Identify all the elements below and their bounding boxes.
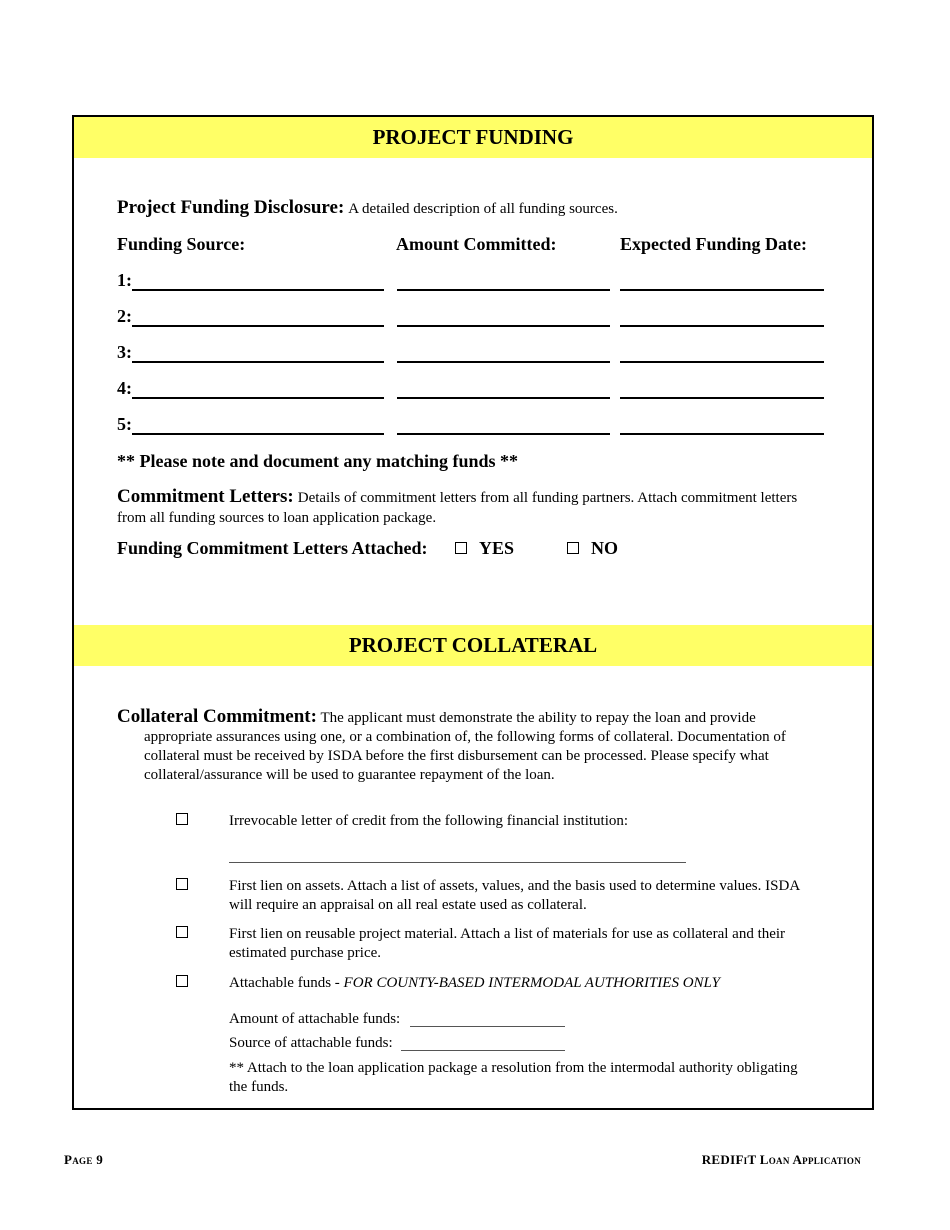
amount-attachable-label: Amount of attachable funds: (229, 1011, 401, 1027)
row-number: 5: (117, 414, 132, 434)
financial-institution-field[interactable] (229, 862, 686, 863)
expected-date-field[interactable] (620, 289, 824, 291)
row-number: 2: (117, 306, 132, 326)
funding-source-field[interactable] (132, 325, 384, 327)
row-number: 4: (117, 378, 132, 398)
funding-source-field[interactable] (132, 433, 384, 435)
source-attachable-label: Source of attachable funds: (229, 1035, 393, 1051)
project-funding-title: PROJECT FUNDING (372, 125, 574, 149)
funding-source-field[interactable] (132, 289, 384, 291)
attach-resolution-note (229, 1059, 839, 1097)
lien-on-assets-text (229, 877, 839, 915)
funding-source-field[interactable] (132, 397, 384, 399)
amount-committed-field[interactable] (397, 397, 610, 399)
lien-on-material-line-2: estimated purchase price. (229, 945, 382, 961)
lien-on-material-checkbox[interactable] (176, 926, 188, 938)
no-checkbox[interactable] (567, 542, 579, 554)
project-funding-header (74, 117, 872, 158)
application-name: REDIFiT Loan Application (701, 1152, 861, 1167)
funding-row (117, 342, 827, 364)
yes-checkbox[interactable] (455, 542, 467, 554)
lien-on-assets-line-1: First lien on assets. Attach a list of assets, values, and the basis used to determine values. ISDA (229, 878, 801, 894)
project-collateral-header (74, 625, 872, 666)
collateral-commitment-label: Collateral Commitment: (117, 706, 317, 727)
project-collateral-title: PROJECT COLLATERAL (348, 633, 598, 657)
row-number: 3: (117, 342, 132, 362)
collateral-line-2: appropriate assurances using one, or a combination of, the following forms of collateral. Documentation of (144, 729, 786, 745)
funding-disclosure (117, 197, 618, 219)
amount-attachable-field[interactable] (410, 1026, 565, 1027)
lien-on-assets-checkbox[interactable] (176, 878, 188, 890)
expected-date-field[interactable] (620, 433, 824, 435)
letter-of-credit-text: Irrevocable letter of credit from the following financial institution: (229, 813, 629, 829)
funding-row (117, 378, 827, 400)
no-label: NO (591, 538, 618, 558)
form-frame (72, 115, 874, 1110)
col-amount-committed: Amount Committed: (396, 234, 557, 254)
funding-row (117, 414, 827, 436)
matching-funds-note: ** Please note and document any matching funds ** (117, 451, 519, 471)
attachable-funds-qualifier: FOR COUNTY-BASED INTERMODAL AUTHORITIES ONLY (343, 975, 720, 991)
collateral-commitment (117, 707, 837, 728)
lien-on-material-text (229, 925, 839, 963)
amount-committed-field[interactable] (397, 289, 610, 291)
attach-note-line-1: ** Attach to the loan application package a resolution from the intermodal authority obligating (229, 1060, 798, 1076)
commitment-letters-label: Commitment Letters: (117, 486, 294, 507)
yes-label: YES (479, 538, 515, 558)
amount-committed-field[interactable] (397, 433, 610, 435)
lien-on-material-line-1: First lien on reusable project material. Attach a list of materials for use as collateral and their (229, 926, 786, 942)
letter-of-credit-checkbox[interactable] (176, 813, 188, 825)
attachable-funds-checkbox[interactable] (176, 975, 188, 987)
amount-committed-field[interactable] (397, 361, 610, 363)
source-attachable-field[interactable] (401, 1050, 565, 1051)
commitment-letters (117, 487, 837, 528)
col-funding-source: Funding Source: (117, 234, 246, 254)
lien-on-assets-line-2: will require an appraisal on all real estate used as collateral. (229, 897, 587, 913)
funding-row (117, 306, 827, 328)
amount-committed-field[interactable] (397, 325, 610, 327)
attach-note-line-2: the funds. (229, 1079, 289, 1095)
row-number: 1: (117, 270, 132, 290)
page-number: Page 9 (64, 1152, 103, 1167)
collateral-line-1: The applicant must demonstrate the ability to repay the loan and provide (320, 710, 756, 726)
expected-date-field[interactable] (620, 361, 824, 363)
disclosure-label: Project Funding Disclosure: (117, 197, 345, 218)
collateral-commitment-body (144, 728, 844, 785)
col-expected-date: Expected Funding Date: (620, 234, 808, 254)
funding-source-field[interactable] (132, 361, 384, 363)
commitment-letters-text-1: Details of commitment letters from all funding partners. Attach commitment letters (297, 490, 798, 506)
commitment-letters-text-2: from all funding sources to loan application package. (117, 510, 437, 526)
collateral-line-4: collateral/assurance will be used to guarantee repayment of the loan. (144, 767, 555, 783)
attachable-funds-text (229, 974, 839, 993)
expected-date-field[interactable] (620, 397, 824, 399)
collateral-line-3: collateral must be received by ISDA before the first disbursement can be processed. Please specify what (144, 748, 769, 764)
attachable-funds-label: Attachable funds - (229, 975, 344, 991)
expected-date-field[interactable] (620, 325, 824, 327)
letters-attached-label: Funding Commitment Letters Attached: (117, 538, 428, 558)
disclosure-text: A detailed description of all funding sources. (348, 201, 618, 217)
funding-row (117, 270, 827, 292)
